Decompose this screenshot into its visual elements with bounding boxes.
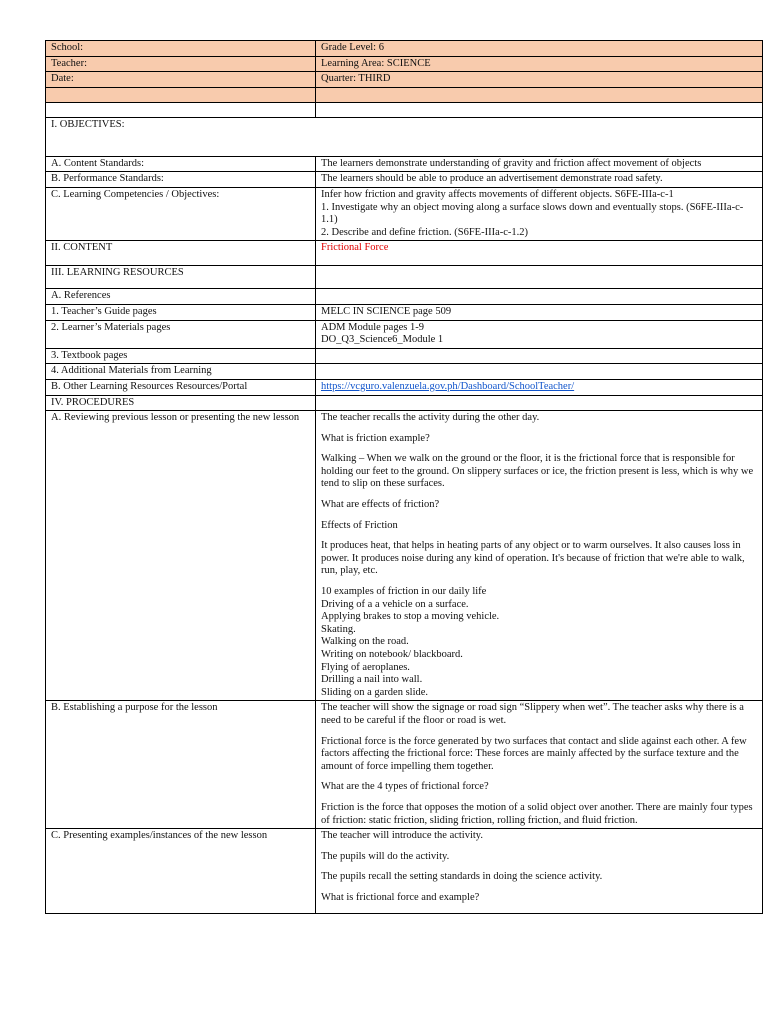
competency-line: Infer how friction and gravity affects movements of different objects. S6FE-IIIa-c-1 (321, 188, 674, 200)
paragraph: The pupils recall the setting standards in doing the science activity. (321, 871, 603, 883)
textbook-row (46, 348, 763, 364)
learners-materials-row (46, 320, 763, 348)
list-item: Walking on the road. (321, 636, 409, 648)
procedure-c-content (316, 829, 763, 914)
content-row (46, 241, 763, 266)
paragraph: The pupils will do the activity. (321, 850, 450, 862)
paragraph: What are effects of friction? (321, 499, 440, 511)
paragraph: The teacher will show the signage or road sign “Slippery when wet”. The teacher asks why there is a need to be careful if the floor or road is wet. (321, 702, 744, 726)
objectives-heading: I. OBJECTIVES: (46, 117, 763, 156)
procedures-heading: IV. PROCEDURES (46, 395, 316, 411)
additional-materials-label: 4. Additional Materials from Learning (46, 364, 316, 380)
spacer-row (46, 102, 763, 117)
competencies-text (316, 187, 763, 240)
paragraph: What is frictional force and example? (321, 891, 480, 903)
teachers-guide-label: 1. Teacher’s Guide pages (46, 304, 316, 320)
blank-cell (316, 395, 763, 411)
objectives-heading-row (46, 117, 763, 156)
references-row (46, 289, 763, 305)
performance-standards-text: The learners should be able to produce an advertisement demonstrate road safety. (316, 172, 763, 188)
learners-materials-line: ADM Module pages 1-9 (321, 321, 424, 333)
learners-materials-value (316, 320, 763, 348)
learners-materials-line: DO_Q3_Science6_Module 1 (321, 334, 444, 346)
grade-level: Grade Level: 6 (316, 41, 763, 57)
paragraph: It produces heat, that helps in heating parts of any object or to warm ourselves. It also causes loss in power. It produces noise during any kind of operation. It's because of friction that we're able to walk, run, play, etc. (321, 540, 745, 577)
paragraph: What is friction example? (321, 432, 430, 444)
blank-cell (316, 87, 763, 102)
paragraph: What are the 4 types of frictional force? (321, 781, 489, 793)
list-item: Skating. (321, 623, 356, 635)
procedure-a-label: A. Reviewing previous lesson or presenting the new lesson (46, 411, 316, 701)
list-item: Applying brakes to stop a moving vehicle. (321, 611, 500, 623)
header-row-teacher (46, 56, 763, 72)
header-row-date (46, 72, 763, 88)
content-standards-text: The learners demonstrate understanding of gravity and friction affect movement of objects (316, 156, 763, 172)
blank-cell (46, 87, 316, 102)
performance-standards-label: B. Performance Standards: (46, 172, 316, 188)
references-label: A. References (46, 289, 316, 305)
blank-cell (316, 289, 763, 305)
procedure-a-content (316, 411, 763, 701)
resources-heading-row (46, 266, 763, 289)
learning-area: Learning Area: SCIENCE (316, 56, 763, 72)
procedure-a-row (46, 411, 763, 701)
competencies-label: C. Learning Competencies / Objectives: (46, 187, 316, 240)
teacher-label: Teacher: (46, 56, 316, 72)
list-item: Driving of a a vehicle on a surface. (321, 598, 469, 610)
list-item: Flying of aeroplanes. (321, 661, 410, 673)
procedure-b-content (316, 701, 763, 829)
blank-cell (316, 348, 763, 364)
procedures-heading-row (46, 395, 763, 411)
other-resources-label: B. Other Learning Resources Resources/Portal (46, 379, 316, 395)
blank-cell (316, 102, 763, 117)
list-title: 10 examples of friction in our daily life (321, 586, 487, 598)
list-item: Drilling a nail into wall. (321, 674, 423, 686)
learners-materials-label: 2. Learner’s Materials pages (46, 320, 316, 348)
additional-materials-row (46, 364, 763, 380)
competencies-row (46, 187, 763, 240)
lesson-plan-sheet (45, 40, 762, 914)
header-blank-row (46, 87, 763, 102)
quarter: Quarter: THIRD (316, 72, 763, 88)
paragraph: The teacher recalls the activity during the other day. (321, 412, 540, 424)
paragraph: Walking – When we walk on the ground or the floor, it is the frictional force that is responsible for holding our feet to the ground. On slippery surfaces or ice, the friction present is less, which is why we tend to slip on these surfaces. (321, 453, 754, 490)
paragraph: Effects of Friction (321, 519, 398, 531)
list-item: Sliding on a garden slide. (321, 686, 429, 698)
paragraph: Friction is the force that opposes the motion of a solid object over another. There are mainly four types of friction: static friction, sliding friction, rolling friction, and fluid friction. (321, 801, 753, 826)
procedure-c-label: C. Presenting examples/instances of the new lesson (46, 829, 316, 914)
other-resources-row (46, 379, 763, 395)
teachers-guide-value: MELC IN SCIENCE page 509 (316, 304, 763, 320)
content-standards-row (46, 156, 763, 172)
blank-cell (316, 364, 763, 380)
procedure-b-row (46, 701, 763, 829)
portal-link[interactable]: https://vcguro.valenzuela.gov.ph/Dashboard/SchoolTeacher/ (321, 380, 575, 392)
blank-cell (46, 102, 316, 117)
competency-line: 1. Investigate why an object moving along a surface slows down and eventually stops. (S6FE-IIIa-c-1.1) (321, 201, 744, 226)
content-heading: II. CONTENT (46, 241, 316, 266)
paragraph: Frictional force is the force generated by two surfaces that contact and slide against each other. A few factors affecting the frictional force: These forces are mainly affected by the surface texture and the amount of force impelling them together. (321, 735, 747, 772)
textbook-label: 3. Textbook pages (46, 348, 316, 364)
content-standards-label: A. Content Standards: (46, 156, 316, 172)
competency-line: 2. Describe and define friction. (S6FE-IIIa-c-1.2) (321, 226, 529, 238)
paragraph: The teacher will introduce the activity. (321, 830, 484, 842)
school-label: School: (46, 41, 316, 57)
header-row-school (46, 41, 763, 57)
resources-heading: III. LEARNING RESOURCES (46, 266, 316, 289)
procedure-b-label: B. Establishing a purpose for the lesson (46, 701, 316, 829)
teachers-guide-row (46, 304, 763, 320)
lesson-plan-table (45, 40, 763, 914)
blank-cell (316, 266, 763, 289)
other-resources-cell (316, 379, 763, 395)
date-label: Date: (46, 72, 316, 88)
performance-standards-row (46, 172, 763, 188)
content-topic: Frictional Force (316, 241, 763, 266)
procedure-c-row (46, 829, 763, 914)
list-item: Writing on notebook/ blackboard. (321, 649, 463, 660)
